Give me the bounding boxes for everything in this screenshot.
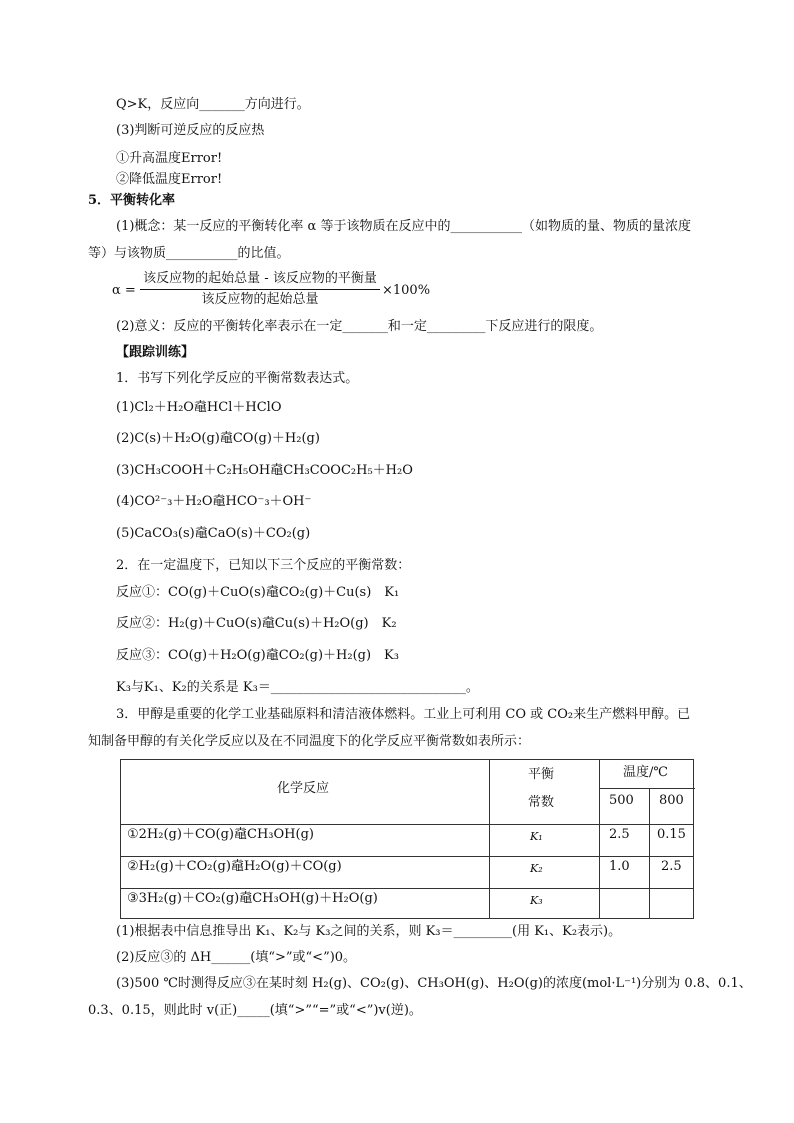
formula-numerator: 该反应物的起始总量 - 该反应物的平衡量 [143,271,377,286]
q3-sub-3-cont: 0.3、0.15，则此时 v(正)_____(填“>”“=”或“<”)v(逆)。 [88,1003,422,1018]
equilibrium-table [120,759,694,919]
header-reaction-cell [121,760,490,824]
q1-item-5: (5)CaCO₃(s)鼀CaO(s)＋CO₂(g) [116,526,311,541]
header-k-line1: 平衡 [528,767,555,782]
formula-percent: ×100% [382,283,431,298]
table-row-3-k: K₃ [530,894,543,907]
q1-item-1: (1)Cl₂＋H₂O鼀HCl＋HClO [116,400,282,415]
table-row-1-500: 2.5 [609,827,630,842]
text-meaning: (2)意义：反应的平衡转化率表示在一定_______和一定_________下反应进行的限度。 [116,319,603,334]
question-2: 2．在一定温度下，已知以下三个反应的平衡常数： [116,558,411,573]
table-row-2-500: 1.0 [609,859,630,874]
question-1: 1．书写下列化学反应的平衡常数表达式。 [116,371,359,386]
question-3-line1: 3．甲醇是重要的化学工业基础原料和清洁液体燃料。工业上可利用 CO 或 CO₂来生产燃料甲醇。已 [116,707,691,722]
q1-item-2: (2)C(s)＋H₂O(g)鼀CO(g)＋H₂(g) [116,431,320,446]
header-k-cell [489,760,600,824]
header-temp: 温度/℃ [623,765,668,780]
header-800: 800 [659,793,684,808]
table-row-3-reaction: ③3H₂(g)＋CO₂(g)鼀CH₃OH(g)＋H₂O(g) [127,891,378,906]
section-heading-5: 5．平衡转化率 [88,193,176,208]
header-800-cell [649,788,695,824]
header-k-line2: 常数 [528,795,555,810]
text-concept-line2: 等）与该物质___________的比值。 [88,246,290,261]
text-raise-temp: ①升高温度Error! [116,151,223,166]
text-lower-temp: ②降低温度Error! [116,172,223,187]
heading-tracking: 【跟踪训练】 [116,345,195,360]
table-row-2-800: 2.5 [661,859,682,874]
table-row-1-800: 0.15 [657,827,686,842]
formula-alpha-lhs: α = [112,283,136,298]
header-500-cell [599,788,650,824]
question-3-line2: 知制备甲醇的有关化学反应以及在不同温度下的化学反应平衡常数如表所示： [88,734,531,749]
header-reaction: 化学反应 [277,781,330,796]
text-q-gt-k: Q>K，反应向_______方向进行。 [116,97,310,112]
table-row-2-reaction: ②H₂(g)＋CO₂(g)鼀H₂O(g)＋CO(g) [127,859,342,874]
fraction-bar [140,289,380,290]
header-500: 500 [609,793,634,808]
formula-denominator: 该反应物的起始总量 [201,292,319,307]
table-row-1-reaction: ①2H₂(g)＋CO(g)鼀CH₃OH(g) [127,827,314,842]
header-temp-cell [599,760,695,789]
text-concept-line1: (1)概念：某一反应的平衡转化率 α 等于该物质在反应中的___________（如物质的量、物质的量浓度 [116,219,691,234]
q3-sub-3: (3)500 ℃时测得反应③在某时刻 H₂(g)、CO₂(g)、CH₃OH(g)、H₂O(g)的浓度(mol·L⁻¹)分别为 0.8、0.1、 [116,976,752,991]
q3-sub-1: (1)根据表中信息推导出 K₁、K₂与 K₃之间的关系，则 K₃＝_________(用 K₁、K₂表示)。 [116,924,622,939]
q3-sub-2: (2)反应③的 ΔH______(填“>”或“<”)0。 [116,950,357,965]
q1-item-4: (4)CO²⁻₃＋H₂O鼀HCO⁻₃＋OH⁻ [116,494,312,509]
reaction-2: 反应②：H₂(g)＋CuO(s)鼀Cu(s)＋H₂O(g) K₂ [116,616,397,631]
q1-item-3: (3)CH₃COOH＋C₂H₅OH鼀CH₃COOC₂H₅＋H₂O [116,463,413,478]
k3-relation: K₃与K₁、K₂的关系是 K₃＝______________________________。 [116,680,479,695]
text-section-3: (3)判断可逆反应的反应热 [116,123,265,138]
reaction-1: 反应①：CO(g)＋CuO(s)鼀CO₂(g)＋Cu(s) K₁ [116,585,400,600]
table-row-2-k: K₂ [530,862,543,875]
table-row-1-k: K₁ [530,830,543,843]
reaction-3: 反应③：CO(g)＋H₂O(g)鼀CO₂(g)＋H₂(g) K₃ [116,648,399,663]
